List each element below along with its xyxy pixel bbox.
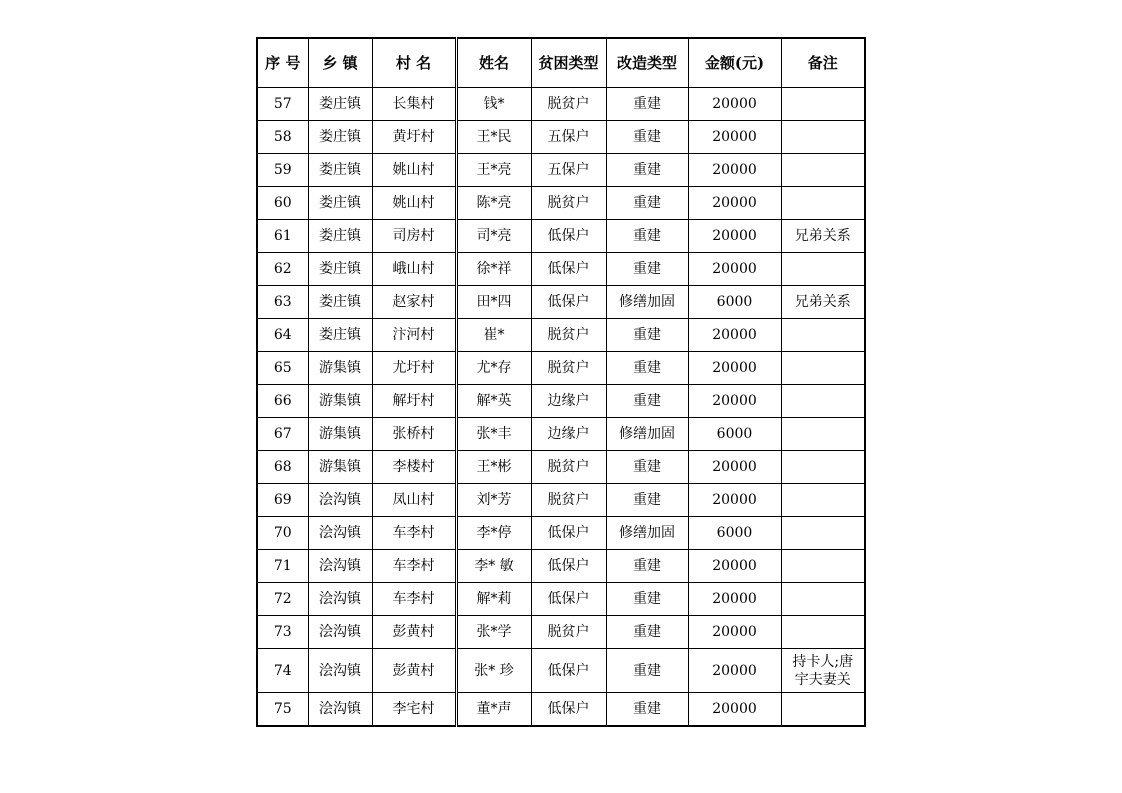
cell-renovation-type: 重建 xyxy=(606,616,688,649)
cell-amount: 6000 xyxy=(688,418,781,451)
header-poverty-type: 贫困类型 xyxy=(531,38,606,88)
cell-poverty-type: 低保户 xyxy=(531,253,606,286)
cell-amount: 20000 xyxy=(688,616,781,649)
cell-poverty-type: 脱贫户 xyxy=(531,352,606,385)
table-row xyxy=(257,385,865,418)
cell-name: 徐*祥 xyxy=(456,253,531,286)
cell-seq: 63 xyxy=(257,286,308,319)
cell-village: 张桥村 xyxy=(372,418,456,451)
cell-township: 游集镇 xyxy=(308,385,372,418)
cell-poverty-type: 低保户 xyxy=(531,550,606,583)
cell-seq: 72 xyxy=(257,583,308,616)
cell-township: 娄庄镇 xyxy=(308,187,372,220)
cell-renovation-type: 重建 xyxy=(606,154,688,187)
cell-remark xyxy=(781,385,865,418)
cell-remark xyxy=(781,484,865,517)
cell-seq: 74 xyxy=(257,649,308,693)
cell-renovation-type: 重建 xyxy=(606,484,688,517)
cell-poverty-type: 五保户 xyxy=(531,121,606,154)
table-row xyxy=(257,220,865,253)
remark-line: 持卡人;唐 xyxy=(792,653,854,670)
cell-name: 钱* xyxy=(456,88,531,121)
cell-remark xyxy=(781,451,865,484)
cell-name: 解*莉 xyxy=(456,583,531,616)
table-row xyxy=(257,187,865,220)
cell-township: 娄庄镇 xyxy=(308,220,372,253)
cell-poverty-type: 脱贫户 xyxy=(531,319,606,352)
cell-remark xyxy=(781,418,865,451)
cell-township: 娄庄镇 xyxy=(308,253,372,286)
cell-remark xyxy=(781,550,865,583)
cell-township: 浍沟镇 xyxy=(308,693,372,727)
cell-remark xyxy=(781,154,865,187)
cell-seq: 75 xyxy=(257,693,308,727)
cell-village: 黄圩村 xyxy=(372,121,456,154)
cell-amount: 6000 xyxy=(688,517,781,550)
cell-renovation-type: 重建 xyxy=(606,550,688,583)
cell-name: 张*丰 xyxy=(456,418,531,451)
table-row xyxy=(257,286,865,319)
table-row xyxy=(257,88,865,121)
cell-name: 陈*亮 xyxy=(456,187,531,220)
header-row xyxy=(257,38,865,88)
cell-remark xyxy=(781,187,865,220)
cell-township: 娄庄镇 xyxy=(308,286,372,319)
cell-township: 游集镇 xyxy=(308,451,372,484)
cell-seq: 62 xyxy=(257,253,308,286)
header-remark: 备注 xyxy=(781,38,865,88)
cell-township: 浍沟镇 xyxy=(308,484,372,517)
header-amount: 金额(元) xyxy=(688,38,781,88)
cell-remark xyxy=(781,583,865,616)
cell-poverty-type: 低保户 xyxy=(531,286,606,319)
cell-township: 浍沟镇 xyxy=(308,517,372,550)
cell-renovation-type: 重建 xyxy=(606,187,688,220)
header-name: 姓名 xyxy=(456,38,531,88)
header-renovation-type: 改造类型 xyxy=(606,38,688,88)
cell-poverty-type: 边缘户 xyxy=(531,385,606,418)
cell-amount: 20000 xyxy=(688,88,781,121)
cell-remark: 兄弟关系 xyxy=(781,220,865,253)
cell-name: 张* 珍 xyxy=(456,649,531,693)
cell-amount: 20000 xyxy=(688,121,781,154)
cell-amount: 20000 xyxy=(688,385,781,418)
cell-township: 游集镇 xyxy=(308,418,372,451)
cell-poverty-type: 低保户 xyxy=(531,583,606,616)
cell-seq: 71 xyxy=(257,550,308,583)
cell-village: 彭黄村 xyxy=(372,616,456,649)
header-village: 村 名 xyxy=(372,38,456,88)
cell-name: 司*亮 xyxy=(456,220,531,253)
table-row xyxy=(257,583,865,616)
cell-name: 李*停 xyxy=(456,517,531,550)
cell-amount: 6000 xyxy=(688,286,781,319)
cell-village: 车李村 xyxy=(372,517,456,550)
cell-name: 刘*芳 xyxy=(456,484,531,517)
cell-poverty-type: 低保户 xyxy=(531,649,606,693)
cell-village: 解圩村 xyxy=(372,385,456,418)
header-seq: 序 号 xyxy=(257,38,308,88)
cell-remark: 兄弟关系 xyxy=(781,286,865,319)
cell-remark xyxy=(781,517,865,550)
cell-village: 彭黄村 xyxy=(372,649,456,693)
cell-poverty-type: 脱贫户 xyxy=(531,451,606,484)
cell-renovation-type: 重建 xyxy=(606,88,688,121)
cell-seq: 70 xyxy=(257,517,308,550)
cell-poverty-type: 低保户 xyxy=(531,220,606,253)
table-row xyxy=(257,121,865,154)
cell-amount: 20000 xyxy=(688,649,781,693)
cell-seq: 57 xyxy=(257,88,308,121)
cell-remark xyxy=(781,616,865,649)
cell-seq: 69 xyxy=(257,484,308,517)
cell-remark xyxy=(781,649,865,693)
cell-renovation-type: 修缮加固 xyxy=(606,286,688,319)
table-row xyxy=(257,253,865,286)
cell-village: 姚山村 xyxy=(372,154,456,187)
cell-amount: 20000 xyxy=(688,352,781,385)
cell-village: 汴河村 xyxy=(372,319,456,352)
remark-line: 宇夫妻关 xyxy=(794,671,851,688)
table-row xyxy=(257,649,865,693)
cell-township: 游集镇 xyxy=(308,352,372,385)
cell-remark xyxy=(781,319,865,352)
cell-name: 李* 敏 xyxy=(456,550,531,583)
cell-seq: 59 xyxy=(257,154,308,187)
cell-renovation-type: 重建 xyxy=(606,220,688,253)
cell-seq: 64 xyxy=(257,319,308,352)
cell-name: 崔* xyxy=(456,319,531,352)
cell-amount: 20000 xyxy=(688,550,781,583)
cell-amount: 20000 xyxy=(688,319,781,352)
subsidy-table xyxy=(256,37,866,727)
cell-village: 李宅村 xyxy=(372,693,456,727)
table-row xyxy=(257,550,865,583)
cell-renovation-type: 重建 xyxy=(606,121,688,154)
cell-amount: 20000 xyxy=(688,220,781,253)
cell-seq: 68 xyxy=(257,451,308,484)
cell-amount: 20000 xyxy=(688,253,781,286)
cell-name: 张*学 xyxy=(456,616,531,649)
cell-village: 峨山村 xyxy=(372,253,456,286)
cell-township: 浍沟镇 xyxy=(308,616,372,649)
cell-renovation-type: 重建 xyxy=(606,352,688,385)
cell-name: 解*英 xyxy=(456,385,531,418)
cell-renovation-type: 重建 xyxy=(606,693,688,727)
table-row xyxy=(257,418,865,451)
cell-renovation-type: 重建 xyxy=(606,451,688,484)
cell-township: 娄庄镇 xyxy=(308,319,372,352)
table-row xyxy=(257,352,865,385)
cell-village: 凤山村 xyxy=(372,484,456,517)
cell-remark xyxy=(781,352,865,385)
cell-remark xyxy=(781,693,865,727)
table-row xyxy=(257,517,865,550)
cell-poverty-type: 脱贫户 xyxy=(531,187,606,220)
cell-township: 娄庄镇 xyxy=(308,154,372,187)
cell-township: 浍沟镇 xyxy=(308,583,372,616)
cell-township: 浍沟镇 xyxy=(308,649,372,693)
cell-amount: 20000 xyxy=(688,154,781,187)
cell-renovation-type: 重建 xyxy=(606,649,688,693)
cell-name: 王*民 xyxy=(456,121,531,154)
table-row xyxy=(257,693,865,727)
cell-poverty-type: 边缘户 xyxy=(531,418,606,451)
cell-renovation-type: 修缮加固 xyxy=(606,517,688,550)
cell-amount: 20000 xyxy=(688,451,781,484)
cell-remark xyxy=(781,88,865,121)
cell-poverty-type: 低保户 xyxy=(531,693,606,727)
cell-township: 娄庄镇 xyxy=(308,88,372,121)
table-row xyxy=(257,319,865,352)
cell-renovation-type: 重建 xyxy=(606,319,688,352)
cell-amount: 20000 xyxy=(688,187,781,220)
cell-name: 尤*存 xyxy=(456,352,531,385)
cell-seq: 65 xyxy=(257,352,308,385)
cell-seq: 67 xyxy=(257,418,308,451)
table-row xyxy=(257,616,865,649)
cell-seq: 58 xyxy=(257,121,308,154)
table-row xyxy=(257,484,865,517)
cell-amount: 20000 xyxy=(688,583,781,616)
cell-seq: 73 xyxy=(257,616,308,649)
cell-poverty-type: 脱贫户 xyxy=(531,616,606,649)
cell-village: 赵家村 xyxy=(372,286,456,319)
cell-remark xyxy=(781,253,865,286)
cell-name: 王*亮 xyxy=(456,154,531,187)
cell-poverty-type: 低保户 xyxy=(531,517,606,550)
header-township: 乡 镇 xyxy=(308,38,372,88)
cell-village: 姚山村 xyxy=(372,187,456,220)
cell-township: 浍沟镇 xyxy=(308,550,372,583)
cell-renovation-type: 重建 xyxy=(606,253,688,286)
cell-seq: 66 xyxy=(257,385,308,418)
cell-poverty-type: 脱贫户 xyxy=(531,484,606,517)
cell-poverty-type: 五保户 xyxy=(531,154,606,187)
cell-seq: 60 xyxy=(257,187,308,220)
cell-renovation-type: 重建 xyxy=(606,583,688,616)
cell-name: 田*四 xyxy=(456,286,531,319)
cell-village: 车李村 xyxy=(372,583,456,616)
cell-village: 尤圩村 xyxy=(372,352,456,385)
cell-renovation-type: 重建 xyxy=(606,385,688,418)
cell-seq: 61 xyxy=(257,220,308,253)
table-body xyxy=(257,88,865,727)
cell-remark xyxy=(781,121,865,154)
cell-village: 车李村 xyxy=(372,550,456,583)
cell-amount: 20000 xyxy=(688,484,781,517)
cell-village: 司房村 xyxy=(372,220,456,253)
cell-name: 董*声 xyxy=(456,693,531,727)
cell-village: 长集村 xyxy=(372,88,456,121)
cell-name: 王*彬 xyxy=(456,451,531,484)
cell-township: 娄庄镇 xyxy=(308,121,372,154)
table-row xyxy=(257,451,865,484)
cell-renovation-type: 修缮加固 xyxy=(606,418,688,451)
cell-amount: 20000 xyxy=(688,693,781,727)
table-row xyxy=(257,154,865,187)
cell-village: 李楼村 xyxy=(372,451,456,484)
cell-poverty-type: 脱贫户 xyxy=(531,88,606,121)
